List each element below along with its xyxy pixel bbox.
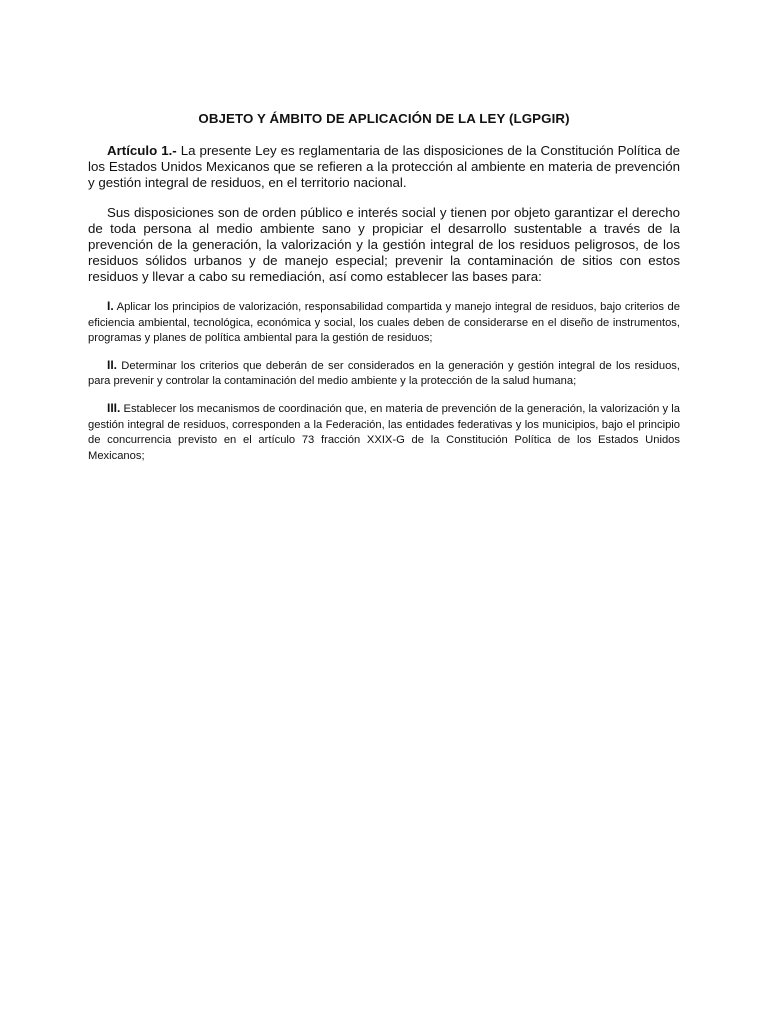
scope-paragraph: Sus disposiciones son de orden público e interés social y tienen por objeto garantizar el derecho de toda persona al medio ambiente sano y propiciar el desarrollo sustentable a través de la prevención de la generación, la valorización y la gestión integral de los residuos peligrosos, de los residuos sólidos urbanos y de manejo especial; prevenir la contaminación de sitios con estos residuos y llevar a cabo su remediación, así como establecer las bases para: (88, 205, 680, 284)
item-ii-numeral: II. (107, 357, 118, 372)
article-1-label: Artículo 1.- (107, 143, 177, 158)
item-iii-numeral: III. (107, 400, 121, 415)
document-title: OBJETO Y ÁMBITO DE APLICACIÓN DE LA LEY (LGPGIR) (198, 111, 570, 126)
item-iii-text: Establecer los mecanismos de coordinación que, en materia de prevención de la generación, la valorización y la gestión integral de residuos, corresponden a la Federación, las entidades federativas y los municipios, bajo el principio de concurrencia previsto en el artículo 73 fracción XXIX-G de la Constitución Política de los Estados Unidos Mexicanos; (88, 402, 680, 462)
item-ii-text: Determinar los criterios que deberán de ser considerados en la generación y gestión integral de los residuos, para prevenir y controlar la contaminación del medio ambiente y la protección de la salud humana; (88, 359, 680, 388)
item-i-numeral: I. (107, 299, 114, 313)
list-item-ii (88, 358, 680, 390)
list-item-i (88, 299, 680, 347)
item-i-text: Aplicar los principios de valorización, responsabilidad compartida y manejo integral de residuos, bajo criterios de eficiencia ambiental, tecnológica, económica y social, los cuales deben de considerarse en el diseño de instrumentos, programas y planes de política ambiental para la gestión de residuos; (88, 301, 680, 345)
article-1-text: La presente Ley es reglamentaria de las disposiciones de la Constitución Política de los Estados Unidos Mexicanos que se refieren a la protección al ambiente en materia de prevención y gestión integral de residuos, en el territorio nacional. (88, 143, 680, 190)
article-1-paragraph (88, 143, 680, 191)
list-item-iii (88, 401, 680, 464)
document-page (88, 110, 680, 475)
